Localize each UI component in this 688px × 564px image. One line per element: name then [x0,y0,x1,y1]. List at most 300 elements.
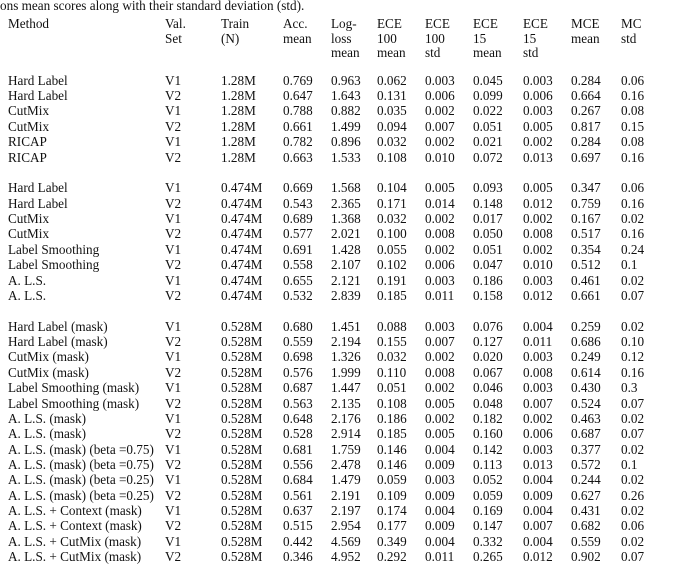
table-cell: A. L.S. (mask) (beta =0.25) [8,487,154,503]
table-cell: V1 [165,211,182,227]
table-cell: 0.099 [473,88,503,104]
table-cell: 0.528M [221,487,263,503]
table-row [8,319,688,334]
table-cell: 0.088 [377,318,407,334]
table-cell: 0.346 [283,548,313,564]
table-cell: 0.07 [621,395,645,411]
table-cell: A. L.S. + CutMix (mask) [8,533,142,549]
column-header-line: Set [165,30,182,46]
column-header-line: loss [331,30,352,46]
column-header-line: mean [571,30,600,46]
table-cell: CutMix (mask) [8,349,89,365]
table-cell: 0.655 [283,272,313,288]
column-header [473,17,523,61]
table-cell: Hard Label (mask) [8,334,108,350]
table-cell: 0.048 [473,395,503,411]
table-cell: 0.002 [523,410,553,426]
table-cell: 1.759 [331,441,361,457]
table-cell: 0.02 [621,211,645,227]
table-cell: 0.259 [571,318,601,334]
column-header [523,17,571,61]
table-cell: A. L.S. (mask) [8,410,87,426]
table-cell: 0.007 [425,118,455,134]
table-cell: 0.15 [621,118,645,134]
table-cell: 1.451 [331,318,361,334]
column-header-line: 15 [473,30,487,46]
table-cell: 0.004 [425,533,455,549]
table-cell: 0.012 [523,195,553,211]
table-cell: 0.003 [425,318,455,334]
results-table [8,17,688,564]
table-cell: 0.052 [473,472,503,488]
column-header [425,17,473,61]
table-cell: 0.687 [283,380,313,396]
table-cell: 0.131 [377,88,407,104]
table-cell: V1 [165,502,182,518]
table-row [8,503,688,518]
table-cell: 0.021 [473,134,503,150]
table-cell: 0.007 [425,334,455,350]
table-cell: 0.050 [473,226,503,242]
table-cell: 0.004 [523,472,553,488]
column-header-line: mean [331,45,360,61]
table-cell: 0.02 [621,533,645,549]
table-cell: 0.244 [571,472,601,488]
table-cell: CutMix [8,211,50,227]
table-cell: V1 [165,134,182,150]
table-cell: V1 [165,533,182,549]
table-cell: 0.896 [331,134,361,150]
table-cell: 0.186 [377,410,407,426]
table-cell: 0.186 [473,272,503,288]
table-cell: 0.782 [283,134,313,150]
table-cell: 0.689 [283,211,313,227]
table-cell: 0.013 [523,149,553,165]
table-cell: 0.100 [377,226,407,242]
table-cell: 0.07 [621,287,645,303]
column-header [165,17,221,61]
table-row [8,380,688,395]
table-cell: 0.158 [473,287,503,303]
table-cell: 0.528M [221,380,263,396]
table-cell: V1 [165,72,182,88]
table-cell: 0.532 [283,287,313,303]
table-cell: 0.051 [473,118,503,134]
table-cell: 0.093 [473,180,503,196]
table-cell: 1.326 [331,349,361,365]
table-row [8,349,688,364]
table-cell: 0.681 [283,441,313,457]
table-cell: Label Smoothing [8,241,100,257]
table-cell: 0.1 [621,456,638,472]
table-cell: 0.661 [571,287,601,303]
table-cell: 0.474M [221,226,263,242]
table-cell: 0.528M [221,502,263,518]
table-cell: 4.952 [331,548,361,564]
table-cell: 0.817 [571,118,601,134]
table-cell: 0.007 [523,395,553,411]
table-row [8,442,688,457]
table-cell: 0.167 [571,211,601,227]
table-cell: 0.267 [571,103,601,119]
table-cell: 1.28M [221,103,256,119]
table-cell: V2 [165,518,182,534]
table-cell: 0.008 [523,364,553,380]
table-cell: 0.697 [571,149,601,165]
table-cell: Label Smoothing [8,257,100,273]
table-cell: 0.169 [473,502,503,518]
table-cell: 0.512 [571,257,601,273]
table-cell: A. L.S. + CutMix (mask) [8,548,142,564]
table-row [8,549,688,564]
table-row [8,180,688,195]
table-cell: 0.528M [221,349,263,365]
table-cell: V2 [165,426,182,442]
table-cell: 1.428 [331,241,361,257]
table-cell: 0.528M [221,456,263,472]
table-cell: 0.349 [377,533,407,549]
table-cell: 0.004 [523,318,553,334]
table-cell: 0.012 [523,287,553,303]
table-cell: 0.051 [377,380,407,396]
table-cell: 0.191 [377,272,407,288]
table-cell: 0.461 [571,272,601,288]
table-cell: 0.155 [377,334,407,350]
table-cell: 0.474M [221,257,263,273]
column-header [331,17,377,61]
column-header-line: mean [377,45,406,61]
table-cell: 0.474M [221,241,263,257]
table-cell: 0.002 [523,241,553,257]
table-cell: 0.002 [425,349,455,365]
column-header-line: std [425,45,441,61]
table-cell: 0.002 [523,211,553,227]
table-cell: 0.003 [425,472,455,488]
table-cell: V2 [165,487,182,503]
table-cell: 0.648 [283,410,313,426]
table-cell: 0.528M [221,364,263,380]
table-cell: 2.135 [331,395,361,411]
table-cell: 0.528M [221,318,263,334]
table-cell: CutMix [8,226,50,242]
table-cell: 0.3 [621,380,638,396]
table-cell: A. L.S. (mask) [8,426,87,442]
table-row [8,488,688,503]
table-cell: 0.005 [523,180,553,196]
table-cell: Label Smoothing (mask) [8,395,140,411]
table-cell: 2.107 [331,257,361,273]
table-cell: V2 [165,456,182,472]
table-cell: 1.643 [331,88,361,104]
table-cell: 0.051 [473,241,503,257]
column-header-line: mean [283,30,312,46]
table-cell: 0.003 [523,272,553,288]
table-cell: V2 [165,364,182,380]
table-cell: 0.003 [523,380,553,396]
table-cell: 0.284 [571,134,601,150]
table-cell: 2.478 [331,456,361,472]
table-cell: 0.004 [523,502,553,518]
table-cell: 0.032 [377,211,407,227]
table-cell: 0.020 [473,349,503,365]
table-cell: 0.16 [621,226,645,242]
column-header [621,17,688,61]
table-row [8,457,688,472]
table-cell: A. L.S. [8,272,47,288]
table-row [8,257,688,272]
table-cell: 0.127 [473,334,503,350]
table-cell: 0.004 [425,441,455,457]
table-cell: 0.059 [377,472,407,488]
table-cell: 1.28M [221,118,256,134]
table-cell: 0.474M [221,180,263,196]
table-cell: V2 [165,287,182,303]
table-cell: 2.197 [331,502,361,518]
table-cell: V2 [165,149,182,165]
table-cell: 0.076 [473,318,503,334]
spacer-row [8,61,688,73]
table-cell: 0.062 [377,72,407,88]
header-row [8,17,688,61]
table-cell: V2 [165,334,182,350]
table-cell: 0.377 [571,441,601,457]
table-cell: 0.614 [571,364,601,380]
table-cell: V1 [165,380,182,396]
table-cell: Hard Label [8,88,68,104]
table-cell: 0.003 [523,349,553,365]
table-cell: 0.005 [523,118,553,134]
table-cell: V2 [165,395,182,411]
table-cell: 0.430 [571,380,601,396]
table-cell: 0.572 [571,456,601,472]
table-cell: V2 [165,226,182,242]
table-cell: 0.02 [621,272,645,288]
table-cell: 0.664 [571,88,601,104]
table-cell: 0.142 [473,441,503,457]
table-cell: 0.528M [221,410,263,426]
table-cell: 0.185 [377,287,407,303]
table-cell: 0.292 [377,548,407,564]
table-cell: 0.005 [425,426,455,442]
table-cell: 0.07 [621,426,645,442]
table-cell: 0.16 [621,88,645,104]
column-header-line: Train [221,16,250,31]
table-cell: 0.004 [523,533,553,549]
column-header-line: std [523,45,539,61]
table-cell: 0.431 [571,502,601,518]
table-cell: 2.176 [331,410,361,426]
table-cell: 0.02 [621,502,645,518]
column-header-line: Log- [331,16,357,31]
table-cell: 0.474M [221,211,263,227]
table-cell: 0.882 [331,103,361,119]
table-cell: 0.007 [523,518,553,534]
table-cell: 0.265 [473,548,503,564]
table-cell: 0.474M [221,287,263,303]
table-cell: 0.528M [221,533,263,549]
table-cell: 0.02 [621,441,645,457]
table-cell: 1.447 [331,380,361,396]
table-cell: 0.009 [425,487,455,503]
table-cell: 2.194 [331,334,361,350]
table-cell: 1.28M [221,88,256,104]
column-header-line: MC [621,16,642,31]
table-row [8,211,688,226]
table-cell: CutMix (mask) [8,364,89,380]
table-cell: 0.160 [473,426,503,442]
table-cell: 2.121 [331,272,361,288]
table-cell: 0.249 [571,349,601,365]
table-cell: 0.769 [283,72,313,88]
table-cell: A. L.S. (mask) (beta =0.75) [8,456,154,472]
table-cell: 0.524 [571,395,601,411]
table-cell: 0.558 [283,257,313,273]
table-cell: 0.032 [377,349,407,365]
table-cell: V1 [165,241,182,257]
table-cell: RICAP [8,134,47,150]
table-cell: 0.669 [283,180,313,196]
table-cell: 1.568 [331,180,361,196]
table-cell: A. L.S. + Context (mask) [8,502,142,518]
table-cell: 0.687 [571,426,601,442]
table-cell: V2 [165,257,182,273]
table-cell: 1.28M [221,72,256,88]
table-row [8,226,688,241]
table-cell: V2 [165,548,182,564]
table-cell: 0.637 [283,502,313,518]
table-cell: 0.013 [523,456,553,472]
table-cell: 0.011 [425,287,455,303]
table-caption: ons mean scores along with their standard deviation (std). [0,0,305,13]
column-header-line: 100 [425,30,445,46]
table-cell: 2.365 [331,195,361,211]
table-cell: 0.16 [621,364,645,380]
table-cell: 0.1 [621,257,638,273]
table-cell: 0.661 [283,118,313,134]
table-cell: 0.463 [571,410,601,426]
table-cell: 0.011 [523,334,553,350]
table-cell: 0.006 [523,426,553,442]
table-cell: 0.045 [473,72,503,88]
table-cell: 0.113 [473,456,503,472]
table-row [8,242,688,257]
table-cell: 0.008 [425,226,455,242]
table-cell: 1.999 [331,364,361,380]
table-cell: 0.006 [425,88,455,104]
table-cell: 1.479 [331,472,361,488]
table-cell: 0.10 [621,334,645,350]
column-header-line: 15 [523,30,537,46]
table-cell: 0.563 [283,395,313,411]
table-cell: Hard Label (mask) [8,318,108,334]
table-cell: 1.368 [331,211,361,227]
group-separator [8,165,688,181]
table-cell: 0.556 [283,456,313,472]
table-cell: 0.004 [425,502,455,518]
table-cell: 0.055 [377,241,407,257]
table-cell: 0.577 [283,226,313,242]
table-row [8,134,688,149]
table-cell: 0.528M [221,548,263,564]
table-cell: 0.008 [425,364,455,380]
table-cell: 0.072 [473,149,503,165]
column-header-line: 100 [377,30,397,46]
table-cell: V1 [165,318,182,334]
table-cell: Label Smoothing (mask) [8,380,140,396]
table-cell: 0.008 [523,226,553,242]
table-cell: 0.788 [283,103,313,119]
table-row [8,534,688,549]
table-cell: 0.02 [621,318,645,334]
table-cell: 1.28M [221,134,256,150]
table-cell: 2.839 [331,287,361,303]
table-cell: CutMix [8,103,50,119]
table-cell: 0.06 [621,180,645,196]
table-cell: 0.559 [283,334,313,350]
group-separator [8,303,688,319]
table-cell: V2 [165,118,182,134]
table-cell: 0.002 [425,380,455,396]
table-cell: 0.08 [621,103,645,119]
table-row [8,196,688,211]
table-cell: 0.559 [571,533,601,549]
table-cell: 0.528M [221,472,263,488]
table-cell: 0.014 [425,195,455,211]
table-body [8,61,688,564]
table-cell: 0.046 [473,380,503,396]
table-cell: 0.032 [377,134,407,150]
table-row [8,411,688,426]
table-cell: 0.006 [425,257,455,273]
table-cell: 0.005 [425,395,455,411]
table-cell: 0.009 [523,487,553,503]
table-cell: 0.517 [571,226,601,242]
table-cell: 0.017 [473,211,503,227]
table-cell: 0.647 [283,88,313,104]
column-header [283,17,331,61]
table-cell: 0.576 [283,364,313,380]
table-cell: 0.174 [377,502,407,518]
table-cell: 0.686 [571,334,601,350]
table-cell: 0.759 [571,195,601,211]
table-cell: V1 [165,472,182,488]
table-cell: V1 [165,272,182,288]
column-header-line: MCE [571,16,600,31]
table-cell: 0.354 [571,241,601,257]
column-header-line: (N) [221,30,240,46]
table-cell: 0.06 [621,518,645,534]
table-row [8,472,688,487]
table-row [8,365,688,380]
table-cell: 0.12 [621,349,645,365]
table-cell: 2.954 [331,518,361,534]
table-cell: 0.963 [331,72,361,88]
table-cell: V2 [165,88,182,104]
table-cell: 0.003 [523,103,553,119]
table-cell: 0.08 [621,134,645,150]
table-row [8,288,688,303]
table-cell: 0.528M [221,334,263,350]
table-cell: 0.003 [523,441,553,457]
table-cell: 0.108 [377,149,407,165]
table-cell: V1 [165,349,182,365]
table-cell: 0.902 [571,548,601,564]
table-cell: 0.515 [283,518,313,534]
table-cell: 0.002 [425,241,455,257]
table-cell: 0.171 [377,195,407,211]
table-cell: V2 [165,195,182,211]
table-cell: 0.002 [523,134,553,150]
